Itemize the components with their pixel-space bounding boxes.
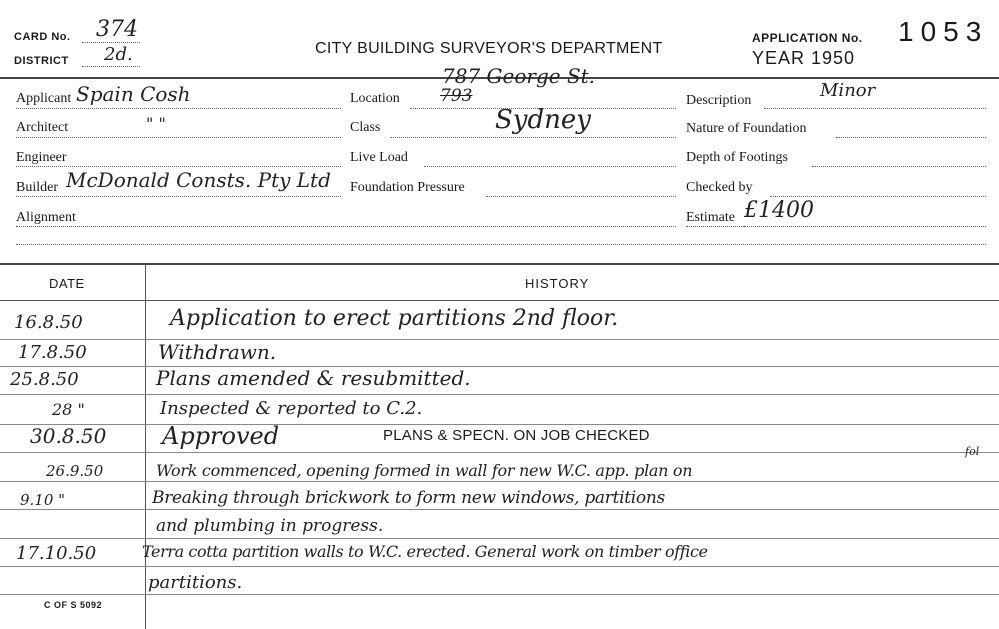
date-column-header: DATE bbox=[49, 276, 85, 291]
application-no-value: 1053 bbox=[898, 16, 989, 47]
foundation-pressure-label: Foundation Pressure bbox=[350, 180, 465, 195]
card-no-label: CARD No. bbox=[14, 31, 71, 43]
row-history-text: and plumbing in progress. bbox=[156, 516, 384, 536]
application-no-label: APPLICATION No. bbox=[752, 31, 863, 45]
location-value: 787 George St. bbox=[442, 64, 596, 88]
history-column-header: HISTORY bbox=[525, 276, 590, 291]
applicant-label: Applicant bbox=[16, 91, 72, 106]
department-title: CITY BUILDING SURVEYOR'S DEPARTMENT bbox=[315, 40, 663, 57]
row-history-text: Approved bbox=[162, 422, 280, 450]
builder-label: Builder bbox=[16, 180, 58, 195]
row-history-text: Terra cotta partition walls to W.C. erected. General work on timber office bbox=[142, 542, 708, 561]
row-history-text: Withdrawn. bbox=[158, 340, 277, 364]
description-label: Description bbox=[686, 93, 752, 108]
checked-by-label: Checked by bbox=[686, 180, 753, 195]
row-date: 25.8.50 bbox=[10, 369, 79, 390]
estimate-label: Estimate bbox=[686, 210, 735, 225]
description-value: Minor bbox=[820, 80, 876, 101]
live-load-label: Live Load bbox=[350, 150, 408, 165]
engineer-label: Engineer bbox=[16, 150, 67, 165]
approval-stamp: PLANS & SPECN. ON JOB CHECKED bbox=[383, 427, 650, 444]
estimate-value: £1400 bbox=[744, 198, 814, 223]
row-date: 9.10 " bbox=[20, 491, 66, 509]
class-label: Class bbox=[350, 120, 381, 135]
row-margin-note: fol bbox=[965, 445, 980, 458]
location-label: Location bbox=[350, 91, 400, 106]
row-date: 16.8.50 bbox=[14, 312, 83, 333]
row-date: 28 " bbox=[52, 400, 85, 419]
architect-value: " " bbox=[146, 114, 166, 133]
builder-value: McDonald Consts. Pty Ltd bbox=[66, 168, 331, 192]
location-struck-number: 793 bbox=[440, 86, 473, 106]
row-history-text: Inspected & reported to C.2. bbox=[160, 398, 423, 419]
card-no-value: 374 bbox=[96, 17, 138, 42]
architect-label: Architect bbox=[16, 120, 69, 135]
district-value: 2d. bbox=[104, 44, 133, 65]
form-code: C OF S 5092 bbox=[44, 600, 103, 610]
nature-of-foundation-label: Nature of Foundation bbox=[686, 121, 807, 136]
applicant-value: Spain Cosh bbox=[76, 82, 191, 106]
depth-of-footings-label: Depth of Footings bbox=[686, 150, 788, 165]
row-history-text: Application to erect partitions 2nd floor. bbox=[170, 306, 619, 331]
alignment-label: Alignment bbox=[16, 210, 76, 225]
row-date: 17.10.50 bbox=[16, 543, 97, 564]
row-date: 30.8.50 bbox=[30, 424, 107, 448]
year-label: YEAR 1950 bbox=[752, 48, 856, 68]
row-history-text: Plans amended & resubmitted. bbox=[156, 366, 471, 390]
district-label: DISTRICT bbox=[14, 55, 69, 67]
row-date: 17.8.50 bbox=[18, 342, 87, 363]
class-value: Sydney bbox=[495, 105, 591, 135]
row-history-text: Work commenced, opening formed in wall for new W.C. app. plan on bbox=[156, 461, 693, 480]
row-history-text: Breaking through brickwork to form new windows, partitions bbox=[152, 488, 665, 508]
row-date: 26.9.50 bbox=[46, 462, 104, 480]
row-history-text: partitions. bbox=[148, 572, 243, 593]
